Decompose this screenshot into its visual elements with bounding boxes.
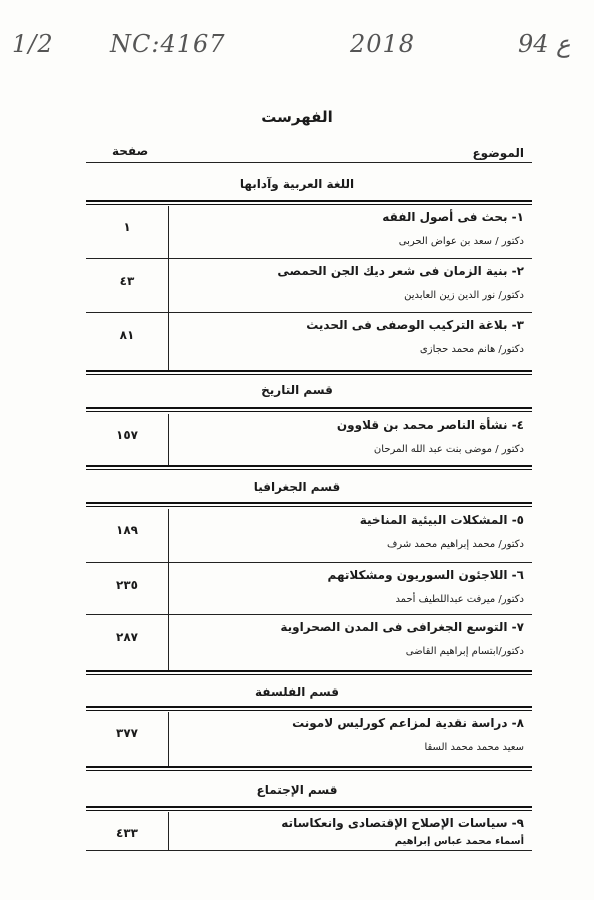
section-rule — [86, 200, 532, 205]
entry-page: ٨١ — [119, 328, 135, 342]
entry-author: سعيد محمد محمد السقا — [424, 742, 524, 753]
entry-author: دكتور / موضى بنت عبد الله المرحان — [373, 444, 524, 455]
section-rule — [86, 502, 532, 507]
handwritten-note: 1/2 — [12, 30, 54, 58]
section-rule — [86, 407, 532, 412]
row-divider — [86, 850, 532, 851]
entry-author: دكتور / سعد بن عواض الحربى — [398, 236, 524, 247]
column-headers — [86, 144, 532, 164]
toc-entry — [86, 616, 532, 670]
entry-author: دكتور/ هانم محمد حجازى — [419, 344, 524, 355]
entry-title: ١- بحث فى أصول الفقه — [382, 210, 524, 224]
section-rule — [86, 465, 532, 470]
column-divider — [168, 206, 169, 370]
section-heading: اللغة العربية وآدابها — [239, 177, 355, 191]
entry-page: ٤٣٣ — [116, 826, 138, 840]
section-rule — [86, 670, 532, 675]
entry-author: دكتور/ابتسام إبراهيم القاضى — [405, 646, 524, 657]
handwritten-code: NC:4167 — [110, 30, 226, 58]
row-divider — [86, 258, 532, 259]
section-rule — [86, 706, 532, 711]
toc-entry — [86, 260, 532, 314]
entry-page: ٢٣٥ — [116, 578, 138, 592]
header-divider — [86, 162, 532, 163]
entry-title: ٨- دراسة نقدية لمزاعم كورليس لامونت — [292, 716, 524, 730]
section-heading: قسم الفلسفة — [255, 685, 339, 699]
handwritten-volume: 94 ع — [518, 30, 571, 58]
column-divider — [168, 509, 169, 670]
entry-page: ١٨٩ — [116, 523, 138, 537]
topic-header: الموضوع — [472, 146, 524, 160]
column-divider — [168, 812, 169, 850]
entry-title: ٤- نشأة الناصر محمد بن قلاوون — [336, 418, 524, 432]
section-heading: قسم الإجتماع — [256, 783, 338, 797]
entry-page: ٣٧٧ — [116, 726, 138, 740]
entry-title: ٢- بنية الزمان فى شعر ديك الجن الحمصى — [277, 264, 524, 278]
entry-title: ٩- سياسات الإصلاح الإقتصادى وانعكاساته — [281, 816, 524, 830]
toc-entry — [86, 564, 532, 618]
section-heading: قسم التاريخ — [261, 383, 333, 397]
page-title: الفهرست — [261, 108, 333, 126]
toc-entry — [86, 712, 532, 766]
entry-author: دكتور/ نور الدين زين العابدين — [404, 290, 524, 301]
entry-author: دكتور/ ميرفت عبداللطيف أحمد — [395, 594, 524, 605]
entry-title: ٦- اللاجئون السوريون ومشكلاتهم — [327, 568, 524, 582]
page-header: صفحة — [112, 144, 149, 158]
entry-page: ٤٣ — [119, 274, 135, 288]
toc-entry — [86, 414, 532, 468]
toc-entry — [86, 812, 532, 866]
section-rule — [86, 370, 532, 375]
section-rule — [86, 806, 532, 811]
section-heading: قسم الجغرافيا — [253, 480, 341, 494]
entry-author: أسماء محمد عباس إبراهيم — [394, 836, 524, 847]
column-divider — [168, 414, 169, 465]
entry-title: ٣- بلاغة التركيب الوصفى فى الحديث — [306, 318, 524, 332]
row-divider — [86, 562, 532, 563]
section-rule — [86, 766, 532, 771]
entry-author: دكتور/ محمد إبراهيم محمد شرف — [386, 539, 524, 550]
toc-entry — [86, 314, 532, 368]
column-divider — [168, 712, 169, 766]
row-divider — [86, 312, 532, 313]
toc-entry — [86, 509, 532, 563]
entry-page: ٢٨٧ — [116, 630, 138, 644]
entry-page: ١٥٧ — [116, 428, 138, 442]
toc-entry — [86, 206, 532, 260]
row-divider — [86, 614, 532, 615]
entry-title: ٥- المشكلات البيئية المناخية — [359, 513, 524, 527]
entry-title: ٧- التوسع الجغرافى فى المدن الصحراوية — [280, 620, 524, 634]
handwritten-year: 2018 — [350, 30, 416, 58]
entry-page: ١ — [123, 220, 131, 234]
